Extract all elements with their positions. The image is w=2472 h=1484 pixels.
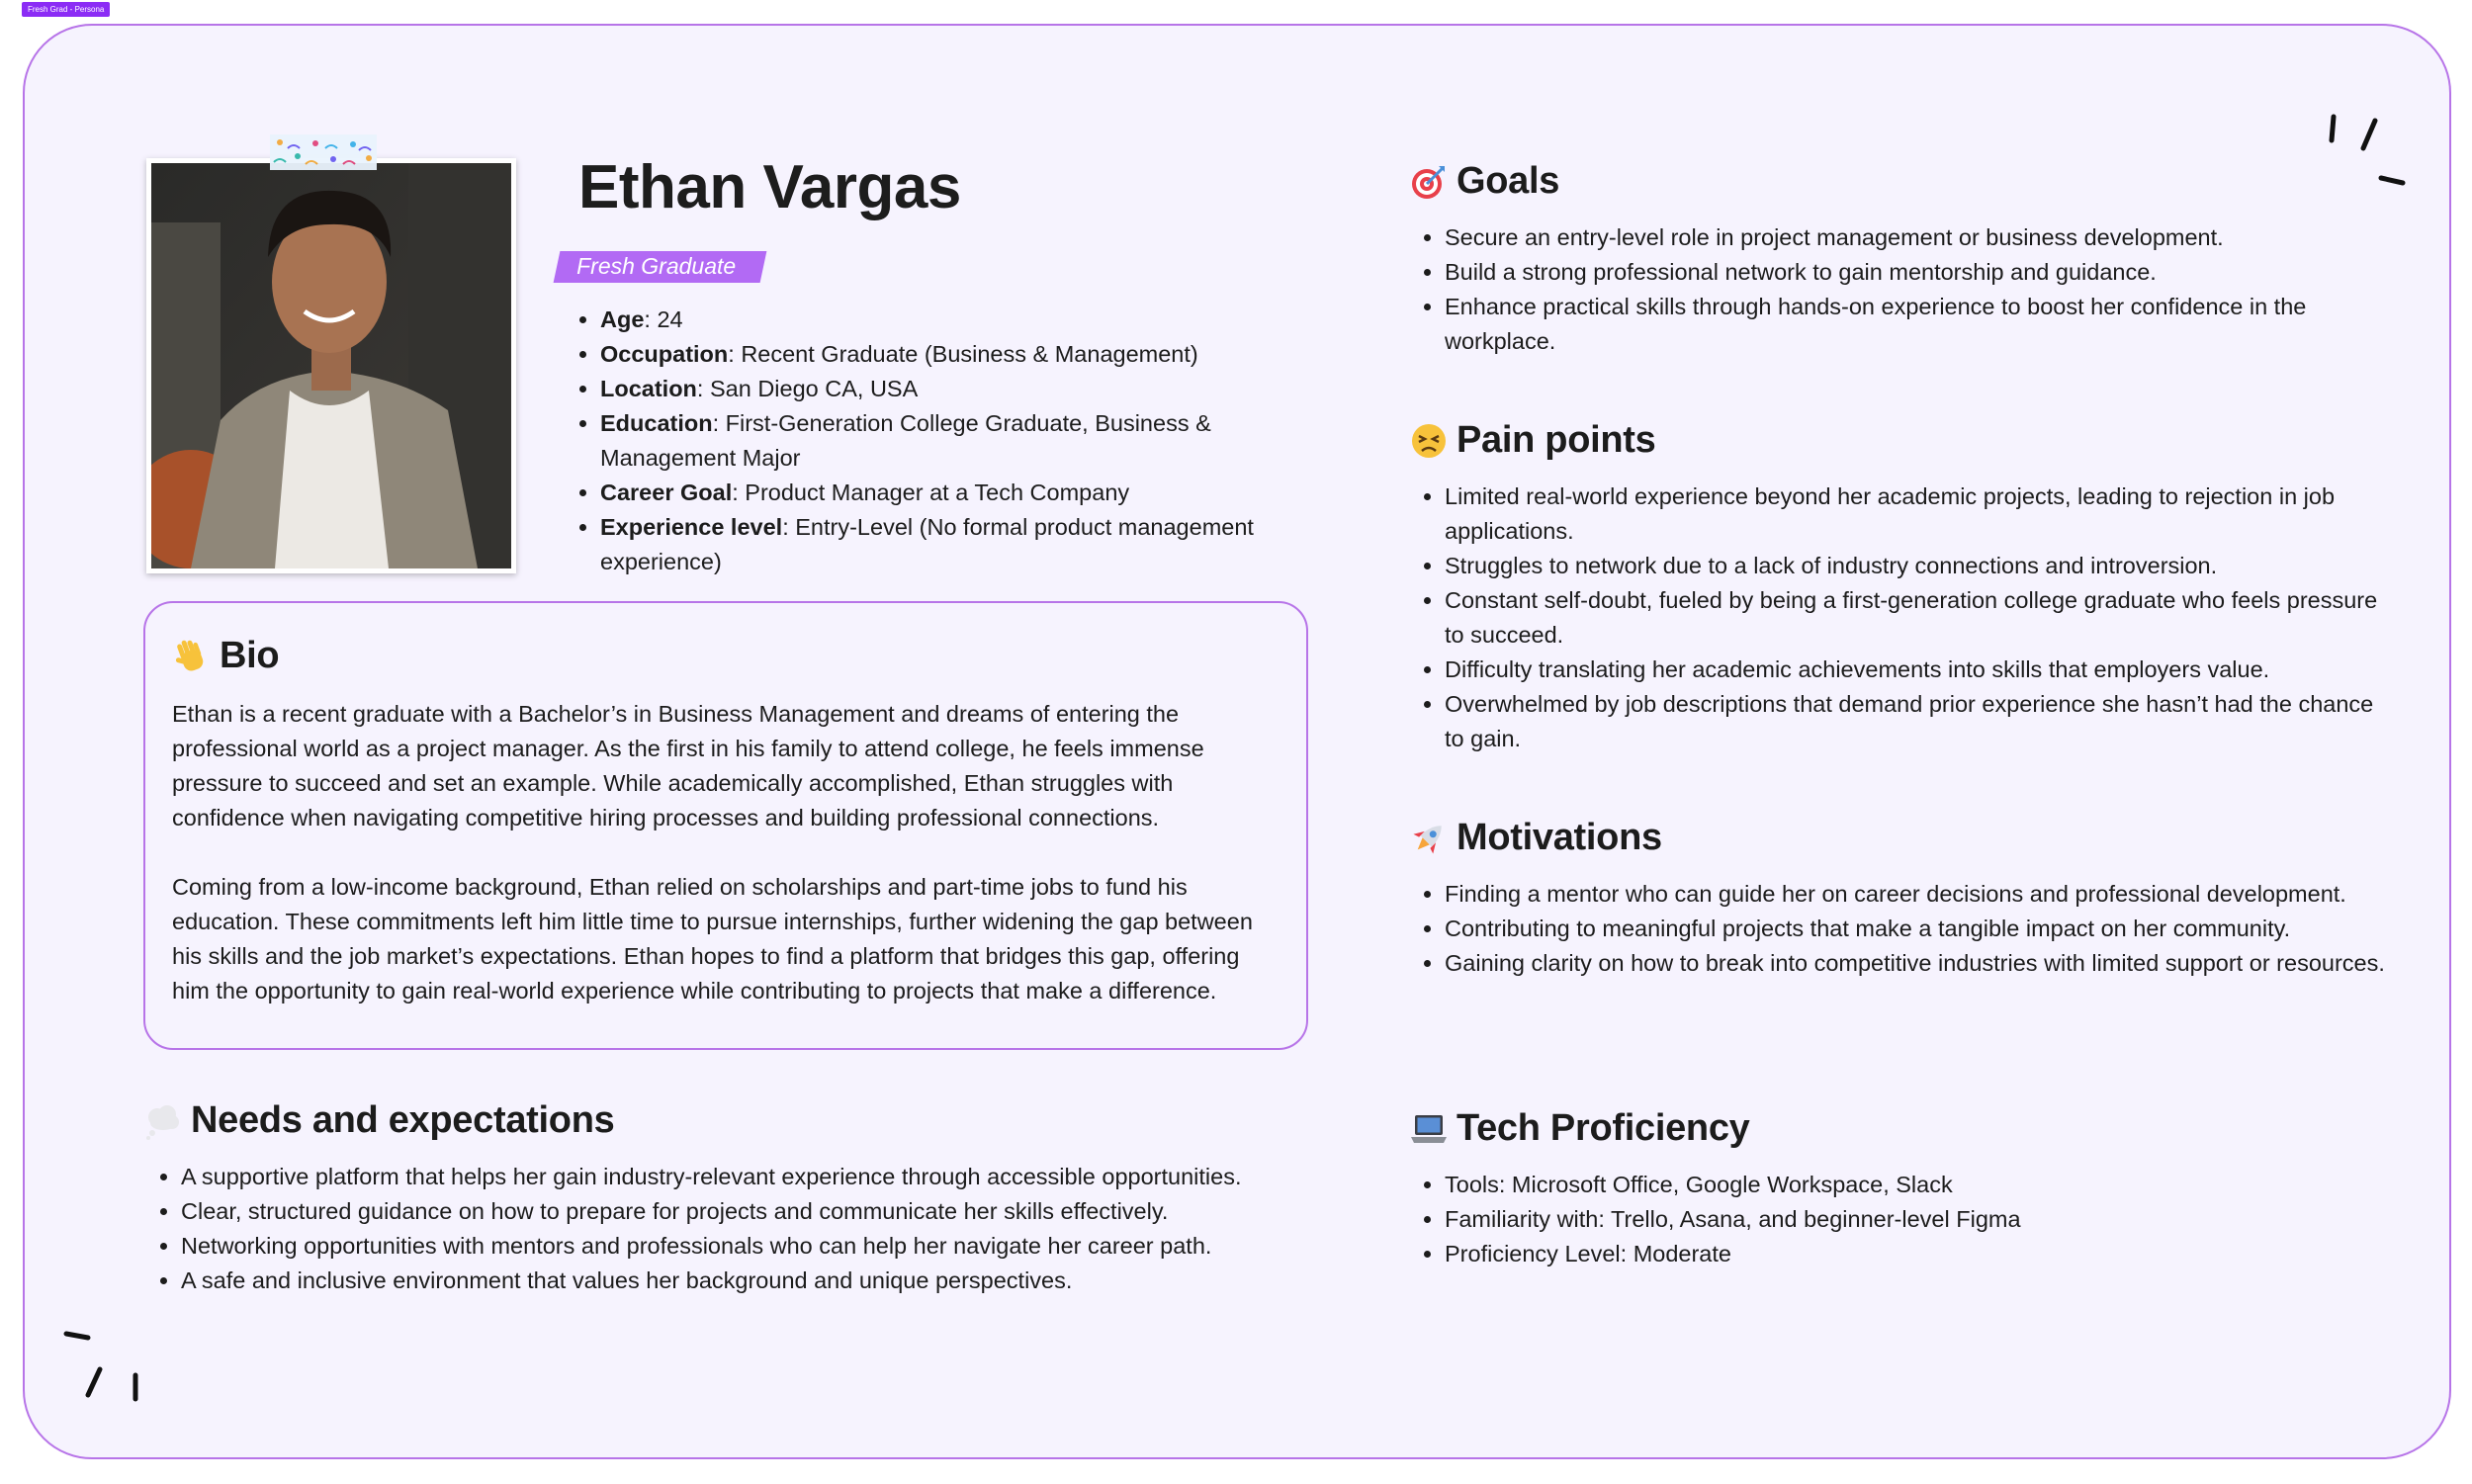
target-icon [1409,162,1449,202]
thought-bubble-icon [143,1101,183,1141]
avatar [151,163,511,568]
tech-item: • Proficiency Level: Moderate [1445,1237,2398,1271]
needs-item: • Networking opportunities with mentors and professionals who can help her navigate her career path. [181,1229,1330,1264]
motivation-item: • Contributing to meaningful projects that make a tangible impact on her community. [1445,912,2398,946]
motivations-heading: Motivations [1409,817,2398,859]
rocket-icon [1409,819,1449,858]
waving-hand-icon [172,637,212,676]
tech-item: • Tools: Microsoft Office, Google Workspace, Slack [1445,1168,2398,1202]
detail-occupation: • Occupation: Recent Graduate (Business & Management) [600,337,1312,372]
pain-point-item: • Limited real-world experience beyond her academic projects, leading to rejection in job applications. [1445,480,2398,549]
needs-item: • A supportive platform that helps her gain industry-relevant experience through accessible opportunities. [181,1160,1330,1194]
persevering-face-icon [1409,421,1449,461]
motivation-item: • Gaining clarity on how to break into competitive industries with limited support or resources. [1445,946,2398,981]
needs-item: • Clear, structured guidance on how to prepare for projects and communicate her skills effectively. [181,1194,1330,1229]
persona-name: Ethan Vargas [578,153,961,221]
bio-card [143,601,1308,1050]
tech-proficiency-heading: Tech Proficiency [1409,1107,2398,1150]
bio-paragraph-2: Coming from a low-income background, Ethan relied on scholarships and part-time jobs to fund his education. These commitments left him little time to pursue internships, further widening the gap between his skills and the job market’s expectations. Ethan hopes to find a platform that bridges this gap, offering him the opportunity to gain real-world experience while contributing to projects that make a difference. [172,874,1253,1004]
motivations-section [1409,817,2398,981]
tech-item: • Familiarity with: Trello, Asana, and beginner-level Figma [1445,1202,2398,1237]
pain-points-section [1409,419,2398,756]
pain-point-item: • Difficulty translating her academic achievements into skills that employers value. [1445,653,2398,687]
bio-paragraph-1: Ethan is a recent graduate with a Bachelor’s in Business Management and dreams of entering the professional world as a project manager. As the first in his family to attend college, he feels immense pressure to succeed and set an example. While academically accomplished, Ethan struggles with confidence when navigating competitive hiring processes and building professional connections. [172,701,1204,830]
detail-career-goal: • Career Goal: Product Manager at a Tech Company [600,476,1312,510]
goals-item: • Secure an entry-level role in project management or business development. [1445,220,2398,255]
detail-experience-level: • Experience level: Entry-Level (No formal product management experience) [600,510,1312,579]
pain-point-item: • Struggles to network due to a lack of industry connections and introversion. [1445,549,2398,583]
sparkle-decoration-bottom-left [54,1320,153,1409]
persona-details-list [569,303,1312,579]
needs-heading: Needs and expectations [143,1099,1330,1142]
detail-education: • Education: First-Generation College Graduate, Business & Management Major [600,406,1312,476]
persona-tag-badge: Fresh Graduate [554,251,767,283]
profile-photo[interactable] [146,158,516,573]
detail-age: • Age: 24 [600,303,1312,337]
pain-points-heading: Pain points [1409,419,2398,462]
laptop-icon [1409,1109,1449,1149]
needs-section [143,1099,1330,1298]
pain-point-item: • Overwhelmed by job descriptions that demand prior experience she hasn’t had the chance to gain. [1445,687,2398,756]
goals-item: • Enhance practical skills through hands-on experience to boost her confidence in the workplace. [1445,290,2398,359]
frame-label[interactable]: Fresh Grad - Persona [22,2,110,17]
washi-tape-decoration [270,134,377,170]
goals-section [1409,160,2398,359]
pain-point-item: • Constant self-doubt, fueled by being a first-generation college graduate who feels pressure to succeed. [1445,583,2398,653]
detail-location: • Location: San Diego CA, USA [600,372,1312,406]
needs-item: • A safe and inclusive environment that values her background and unique perspectives. [181,1264,1330,1298]
tech-proficiency-section [1409,1107,2398,1271]
motivation-item: • Finding a mentor who can guide her on career decisions and professional development. [1445,877,2398,912]
goals-heading: Goals [1409,160,2398,203]
goals-item: • Build a strong professional network to gain mentorship and guidance. [1445,255,2398,290]
bio-heading: Bio [172,635,1279,677]
